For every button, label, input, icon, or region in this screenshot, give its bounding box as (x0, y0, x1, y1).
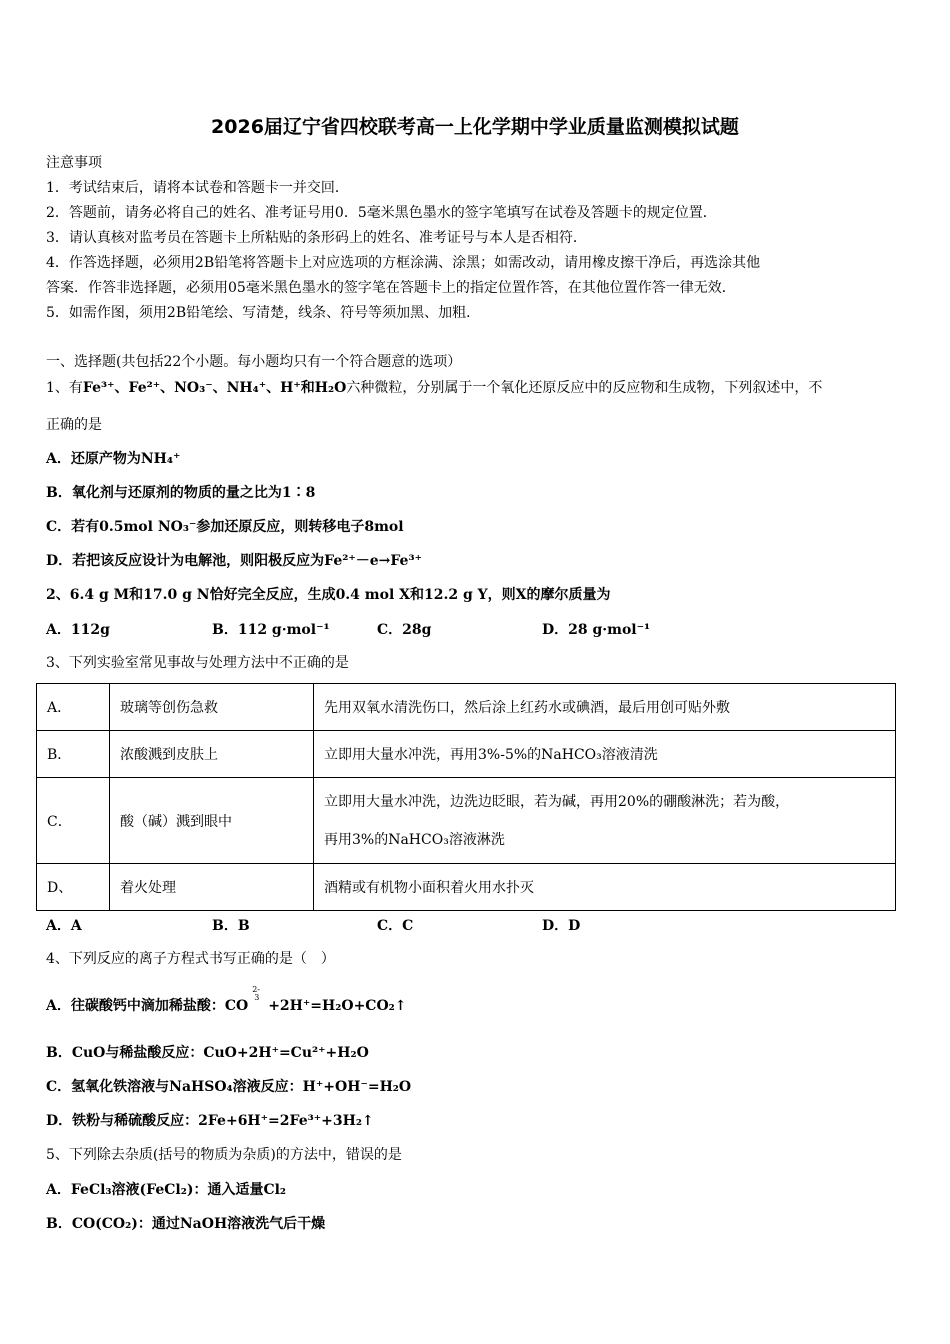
row-label: A． (37, 684, 110, 731)
table-row (37, 864, 896, 911)
q1-option-c: C．若有0.5mol NO₃⁻参加还原反应，则转移电子8mol (46, 519, 404, 535)
row-label: C． (37, 778, 110, 864)
notice-item: 1．考试结束后，请将本试卷和答题卡一并交回． (46, 180, 349, 196)
row-method (314, 778, 896, 864)
q4-option-a (46, 985, 407, 1015)
q1-stem-cont: 正确的是 (46, 417, 102, 433)
q2-stem: 2、6.4 g M和17.0 g N恰好完全反应，生成0.4 mol X和12.2 g Y，则X的摩尔质量为 (46, 587, 611, 603)
row-method-line2: 再用3%的NaHCO₃溶液淋洗 (324, 831, 505, 848)
q1-option-a: A．还原产物为NH₄⁺ (46, 451, 181, 467)
q1-stem (46, 377, 822, 397)
q3-option-d: D．D (542, 918, 581, 934)
row-method: 先用双氧水清洗伤口，然后涂上红药水或碘酒，最后用创可贴外敷 (314, 684, 896, 731)
q1-option-b: B．氧化剂与还原剂的物质的量之比为1∶8 (46, 485, 316, 501)
notice-item: 3．请认真核对监考员在答题卡上所粘贴的条形码上的姓名、准考证号与本人是否相符． (46, 230, 587, 246)
q2-option-a: A．112g (46, 622, 110, 638)
notice-item: 2．答题前，请务必将自己的姓名、准考证号用0．5毫米黑色墨水的签字笔填写在试卷及答题卡的规定位置． (46, 205, 717, 221)
q4-option-d: D．铁粉与稀硫酸反应：2Fe+6H⁺=2Fe³⁺+3H₂↑ (46, 1113, 374, 1129)
table-row (37, 731, 896, 778)
q1-stem-b: 六种微粒，分别属于一个氧化还原反应中的反应物和生成物，下列叙述中，不 (346, 380, 823, 396)
q2-option-d: D．28 g·mol⁻¹ (542, 622, 651, 638)
row-method: 立即用大量水冲洗，再用3%-5%的NaHCO₃溶液清洗 (314, 731, 896, 778)
q4-option-b: B．CuO与稀盐酸反应：CuO+2H⁺=Cu²⁺+H₂O (46, 1045, 369, 1061)
q5-option-a: A．FeCl₃溶液(FeCl₂)：通入适量Cl₂ (46, 1182, 287, 1198)
row-case: 着火处理 (110, 864, 314, 911)
q1-stem-a: 1、有 (46, 380, 83, 396)
row-method-line1: 立即用大量水冲洗，边洗边眨眼，若为碱，再用20%的硼酸淋洗；若为酸， (324, 793, 790, 810)
section-heading: 一、选择题(共包括22个小题。每小题均只有一个符合题意的选项） (46, 354, 462, 370)
q3-option-c: C．C (377, 918, 414, 934)
q2-option-b: B．112 g·mol⁻¹ (212, 622, 330, 638)
page-title: 2026届辽宁省四校联考高一上化学期中学业质量监测模拟试题 (211, 116, 739, 138)
q1-species: Fe³⁺、Fe²⁺、NO₃⁻、NH₄⁺、H⁺和H₂O (82, 380, 347, 396)
q4-option-c: C．氢氧化铁溶液与NaHSO₄溶液反应：H⁺+OH⁻=H₂O (46, 1079, 412, 1095)
table-row (37, 778, 896, 864)
q4-stem: 4、下列反应的离子方程式书写正确的是（ ） (46, 951, 335, 967)
q4-a-post: +2H⁺=H₂O+CO₂↑ (268, 998, 407, 1014)
notice-item: 5．如需作图，须用2B铅笔绘、写清楚，线条、符号等须加黑、加粗． (46, 305, 481, 321)
carbonate-sub: 3 (254, 993, 260, 1002)
row-method: 酒精或有机物小面积着火用水扑灭 (314, 864, 896, 911)
q1-option-d: D．若把该反应设计为电解池，则阳极反应为Fe²⁺－e→Fe³⁺ (46, 553, 422, 569)
table-row (37, 684, 896, 731)
q5-option-b: B．CO(CO₂)：通过NaOH溶液洗气后干燥 (46, 1216, 326, 1232)
carbonate-sup: 2- (252, 985, 260, 994)
q3-table (36, 683, 896, 911)
row-case: 酸（碱）溅到眼中 (110, 778, 314, 864)
row-label: D、 (37, 864, 110, 911)
q4-a-pre: A．往碳酸钙中滴加稀盐酸：CO (46, 998, 249, 1014)
row-case: 浓酸溅到皮肤上 (110, 731, 314, 778)
q3-option-b: B．B (212, 918, 250, 934)
q5-stem: 5、下列除去杂质(括号的物质为杂质)的方法中，错误的是 (46, 1147, 402, 1163)
q3-stem: 3、下列实验室常见事故与处理方法中不正确的是 (46, 655, 349, 671)
carbonate-charge (248, 985, 268, 1009)
row-label: B． (37, 731, 110, 778)
notice-item: 4．作答选择题，必须用2B铅笔将答题卡上对应选项的方框涂满、涂黑；如需改动，请用橡皮擦干净后，再选涂其他 (46, 255, 761, 271)
notice-item: 答案．作答非选择题，必须用05毫米黑色墨水的签字笔在答题卡上的指定位置作答，在其他位置作答一律无效． (46, 280, 736, 296)
notice-heading: 注意事项 (46, 155, 102, 171)
row-case: 玻璃等创伤急救 (110, 684, 314, 731)
q3-option-a: A．A (46, 918, 82, 934)
q2-option-c: C．28g (377, 622, 432, 638)
